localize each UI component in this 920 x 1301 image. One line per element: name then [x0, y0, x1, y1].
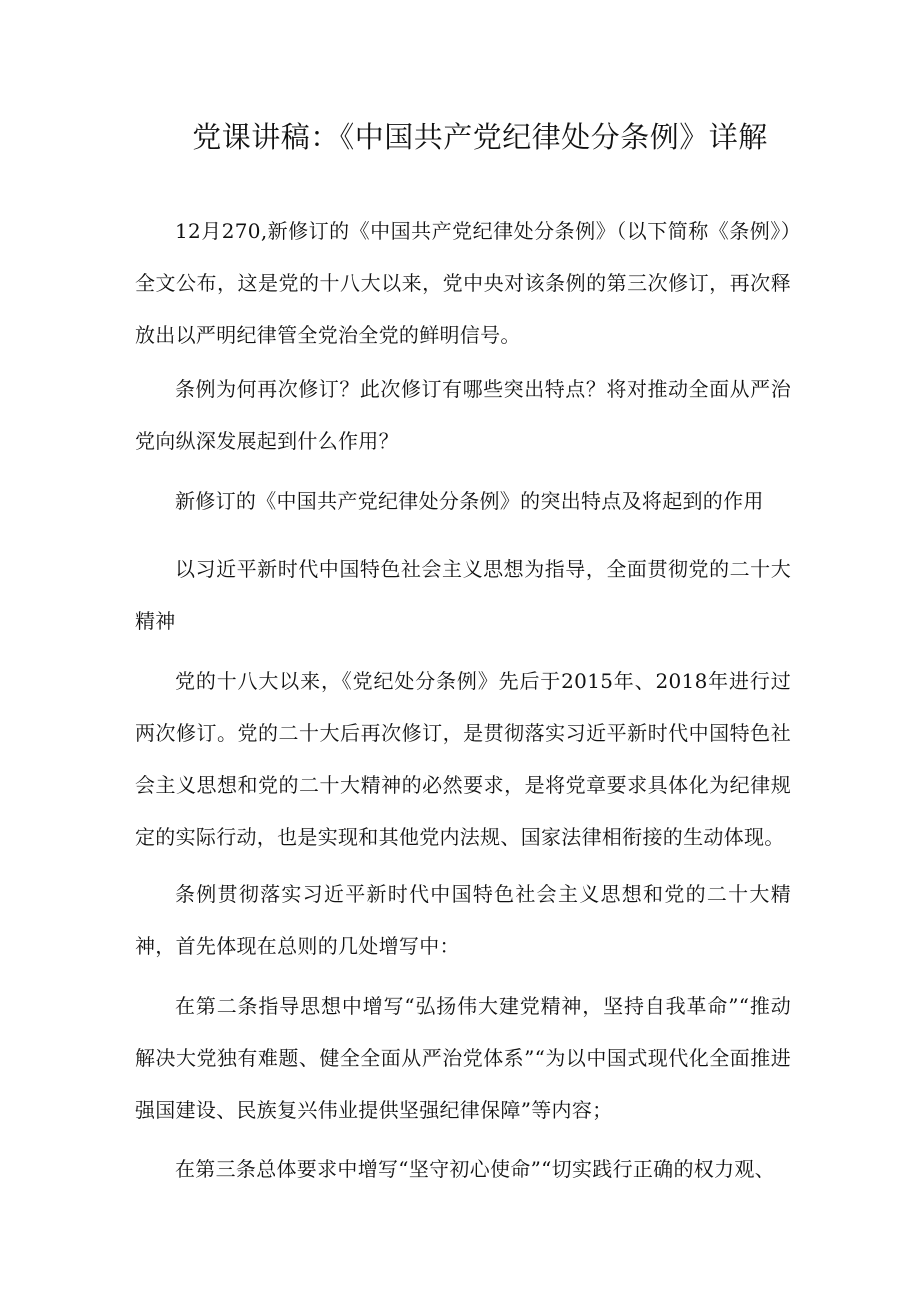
subsection-heading: 以习近平新时代中国特色社会主义思想为指导，全面贯彻党的二十大精神 — [135, 557, 791, 633]
section-heading: 新修订的《中国共产党纪律处分条例》的突出特点及将起到的作用 — [175, 489, 764, 513]
document-title: 党课讲稿：《中国共产党纪律处分条例》详解 — [192, 120, 768, 154]
paragraph-intro: 12月270,新修订的《中国共产党纪律处分条例》（以下简称《条例》）全文公布，这是党的十八大以来，党中央对该条例的第三次修订，再次释放出以严明纪律管全党治全党的鲜明信号。 — [135, 219, 791, 347]
paragraph-article-three: 在第三条总体要求中增写“坚守初心使命”“切实践行正确的权力观、 — [175, 1157, 775, 1181]
paragraph-revision-history: 党的十八大以来，《党纪处分条例》先后于2015年、2018年进行过两次修订。党的二十大后再次修订，是贯彻落实习近平新时代中国特色社会主义思想和党的二十大精神的必然要求，是将党章要求具体化为纪律规定的实际行动，也是实现和其他党内法规、国家法律相衔接的生动体现。 — [135, 669, 791, 849]
paragraph-questions: 条例为何再次修订？此次修订有哪些突出特点？将对推动全面从严治党向纵深发展起到什么作用？ — [135, 377, 791, 453]
paragraph-general-provisions: 条例贯彻落实习近平新时代中国特色社会主义思想和党的二十大精神，首先体现在总则的几处增写中： — [135, 882, 791, 958]
paragraph-article-two: 在第二条指导思想中增写“弘扬伟大建党精神，坚持自我革命”“推动解决大党独有难题、健全全面从严治党体系”“为以中国式现代化全面推进强国建设、民族复兴伟业提供坚强纪律保障”等内容； — [135, 994, 791, 1122]
